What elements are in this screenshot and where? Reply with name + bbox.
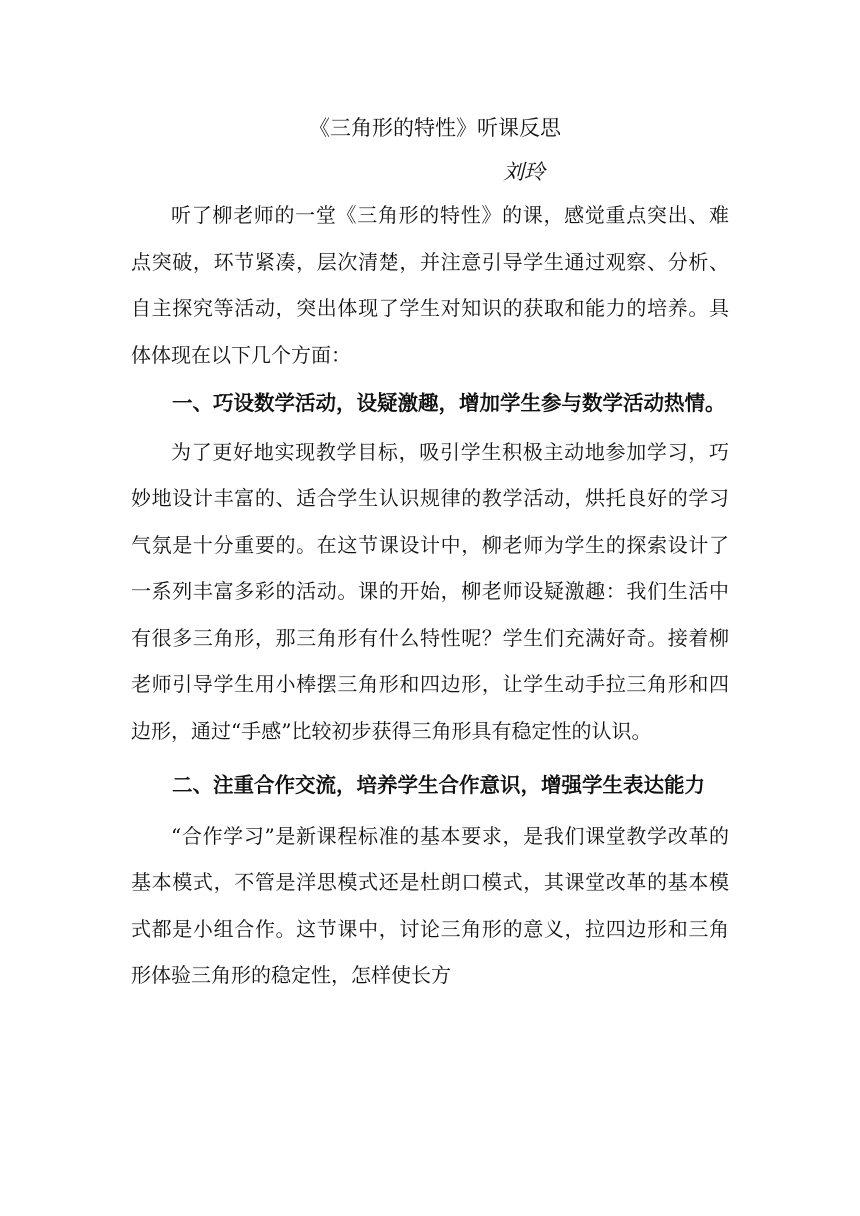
author-name: 刘玲: [503, 160, 545, 184]
section-1-heading: 一、巧设数学活动，设疑激趣，增加学生参与数学活动热情。: [172, 391, 726, 415]
section-1-paragraph: 为了更好地实现教学目标，吸引学生积极主动地参加学习，巧妙地设计丰富的、适合学生认识规律的教学活动，烘托良好的学习气氛是十分重要的。在这节课设计中，柳老师为学生的探索设计了一系列丰富多彩的活动。课的开始，柳老师设疑激趣：我们生活中有很多三角形，那三角形有什么特性呢？学生们充满好奇。接着柳老师引导学生用小棒摆三角形和四边形，让学生动手拉三角形和四边形，通过“手感”比较初步获得三角形具有稳定性的认识。: [131, 439, 729, 743]
document-body: [131, 110, 729, 999]
section-2-paragraph: “合作学习”是新课程标准的基本要求，是我们课堂教学改革的基本模式，不管是洋思模式还是杜朗口模式，其课堂改革的基本模式都是小组合作。这节课中，讨论三角形的意义，拉四边形和三角形体验三角形的稳定性，怎样使长方: [131, 823, 729, 987]
section-2-heading: 二、注重合作交流，培养学生合作意识，增强学生表达能力: [172, 773, 705, 797]
intro-paragraph: 听了柳老师的一堂《三角形的特性》的课，感觉重点突出、难点突破，环节紧凑，层次清楚，并注意引导学生通过观察、分析、自主探究等活动，突出体现了学生对知识的获取和能力的培养。具体体现在以下几个方面：: [131, 203, 729, 367]
document-title: 《三角形的特性》听课反思: [309, 116, 561, 140]
